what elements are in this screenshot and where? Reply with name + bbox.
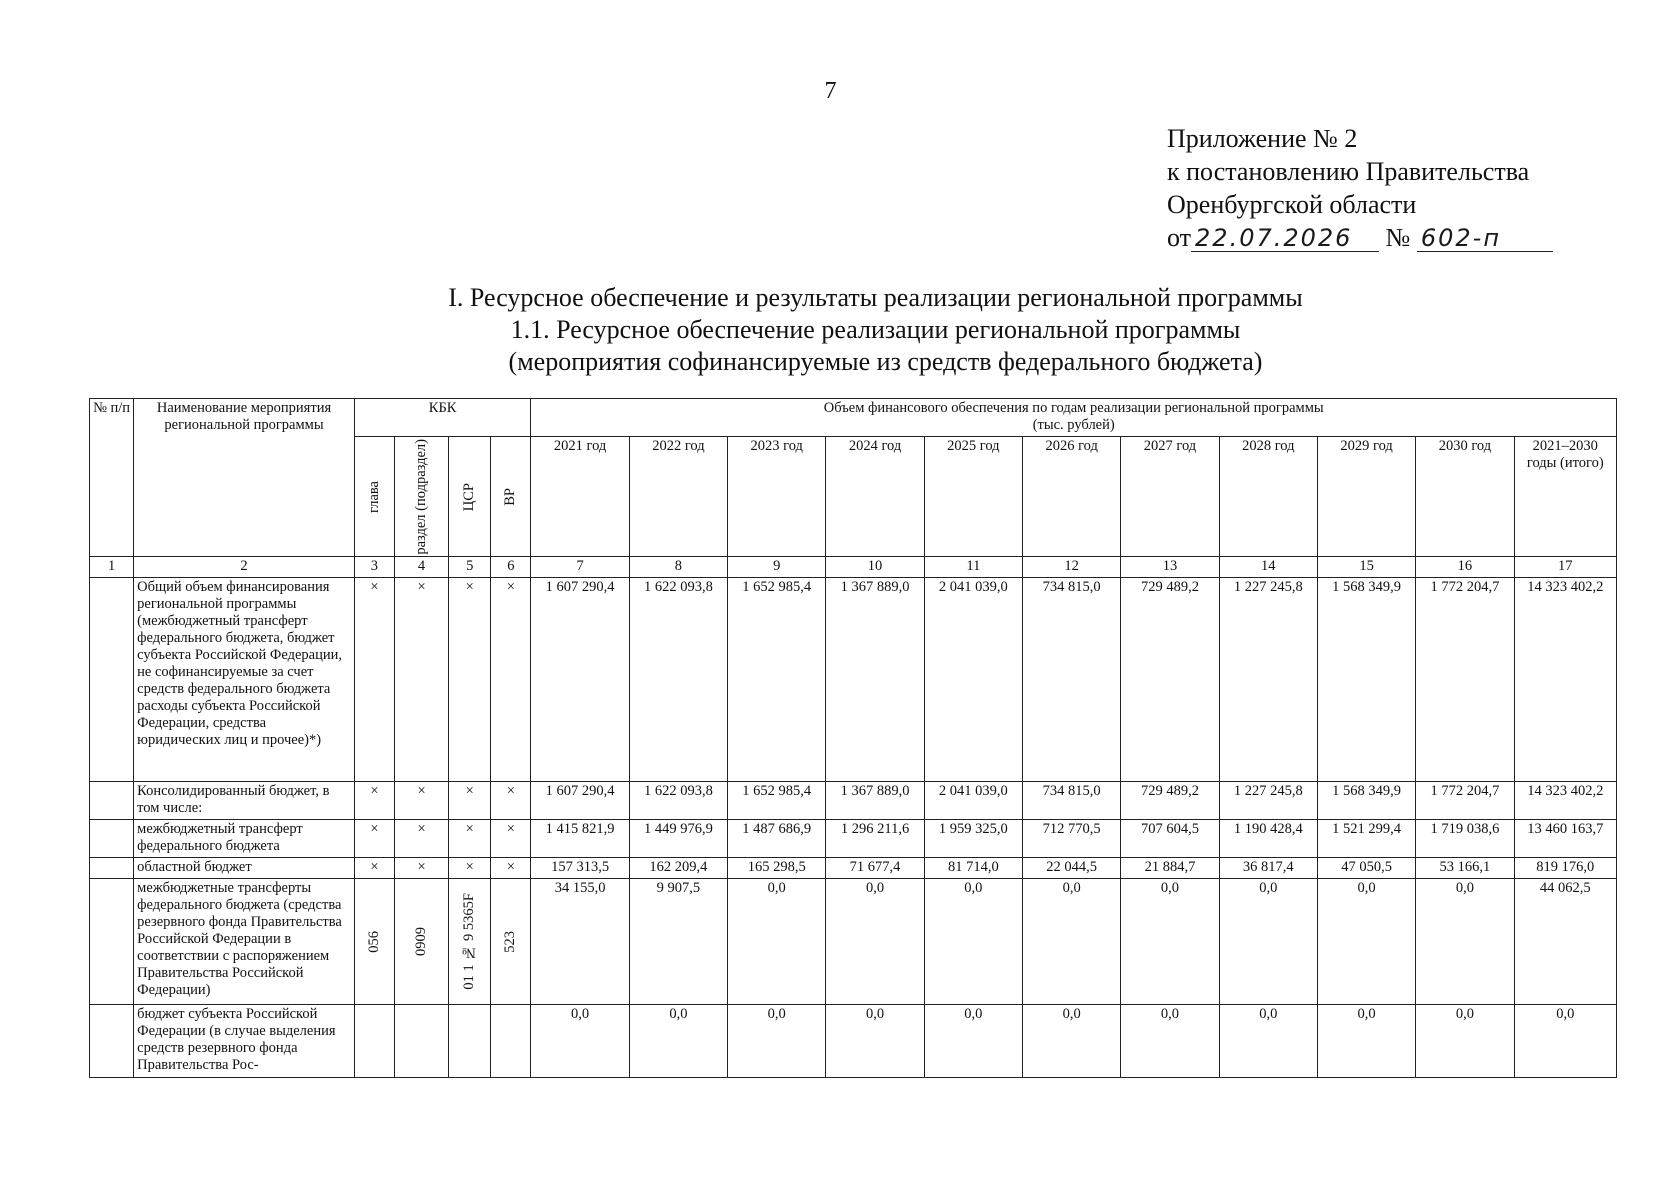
kbk-cell: × <box>354 782 394 820</box>
kbk-code: 0909 <box>413 926 430 956</box>
subsection-title: 1.1. Ресурсное обеспечение реализации региональной программы <box>510 315 1241 344</box>
handwritten-date: 22.07.2026 <box>1191 225 1379 252</box>
header-year: 2021–2030 годы (итого) <box>1514 437 1616 557</box>
header-year: 2023 год <box>728 437 826 557</box>
table-row <box>90 1004 1617 1077</box>
row-num <box>90 820 134 858</box>
header-year: 2029 год <box>1317 437 1415 557</box>
column-number: 4 <box>394 557 448 578</box>
subsection-note: (мероприятия софинансируемые из средств федерального бюджета) <box>508 347 1263 376</box>
value-cell: 1 772 204,7 <box>1416 782 1514 820</box>
column-number: 10 <box>826 557 924 578</box>
value-cell: 0,0 <box>1416 879 1514 1005</box>
value-cell: 0,0 <box>1317 1004 1415 1077</box>
header-year: 2025 год <box>924 437 1022 557</box>
header-year: 2021 год <box>531 437 629 557</box>
value-cell: 729 489,2 <box>1121 578 1219 782</box>
row-num <box>90 1004 134 1077</box>
kbk-cell: × <box>449 820 491 858</box>
kbk-cell: × <box>491 782 531 820</box>
kbk-cell: × <box>394 858 448 879</box>
value-cell: 0,0 <box>1023 1004 1121 1077</box>
value-cell: 734 815,0 <box>1023 782 1121 820</box>
kbk-cell <box>354 879 394 1005</box>
table-row <box>90 820 1617 858</box>
value-cell: 0,0 <box>924 1004 1022 1077</box>
value-cell: 0,0 <box>1121 879 1219 1005</box>
column-number: 11 <box>924 557 1022 578</box>
kbk-cell <box>491 879 531 1005</box>
value-cell: 0,0 <box>826 879 924 1005</box>
value-cell: 0,0 <box>1219 1004 1317 1077</box>
column-number: 16 <box>1416 557 1514 578</box>
value-cell: 165 298,5 <box>728 858 826 879</box>
row-num <box>90 578 134 782</box>
header-kbk-col <box>449 437 491 557</box>
column-number: 2 <box>134 557 355 578</box>
value-cell: 1 415 821,9 <box>531 820 629 858</box>
header-year: 2027 год <box>1121 437 1219 557</box>
value-cell: 1 190 428,4 <box>1219 820 1317 858</box>
kbk-cell: × <box>394 820 448 858</box>
value-cell: 162 209,4 <box>629 858 727 879</box>
page-number: 7 <box>824 78 837 104</box>
appendix-resolution: к постановлению Правительства <box>1167 157 1530 186</box>
value-cell: 1 652 985,4 <box>728 578 826 782</box>
table-row <box>90 879 1617 1005</box>
value-cell: 34 155,0 <box>531 879 629 1005</box>
kbk-cell <box>491 1004 531 1077</box>
row-name: областной бюджет <box>134 858 355 879</box>
appendix-title: Приложение № 2 <box>1167 124 1358 153</box>
value-cell: 71 677,4 <box>826 858 924 879</box>
column-number: 1 <box>90 557 134 578</box>
value-cell: 0,0 <box>728 1004 826 1077</box>
value-cell: 1 568 349,9 <box>1317 578 1415 782</box>
value-cell: 1 296 211,6 <box>826 820 924 858</box>
header-year: 2026 год <box>1023 437 1121 557</box>
header-kbk: КБК <box>354 399 531 437</box>
kbk-cell: × <box>354 820 394 858</box>
kbk-cell: × <box>394 578 448 782</box>
header-year: 2022 год <box>629 437 727 557</box>
value-cell: 0,0 <box>531 1004 629 1077</box>
kbk-cell: × <box>449 782 491 820</box>
section-titles <box>0 282 1661 378</box>
header-volume-title: Объем финансового обеспечения по годам реализации региональной программы <box>823 400 1324 416</box>
header-num: № п/п <box>90 399 134 557</box>
header-kbk-label: ВР <box>502 487 519 506</box>
value-cell: 14 323 402,2 <box>1514 578 1616 782</box>
header-kbk-label: ЦСР <box>461 482 478 511</box>
value-cell: 13 460 163,7 <box>1514 820 1616 858</box>
value-cell: 1 449 976,9 <box>629 820 727 858</box>
value-cell: 53 166,1 <box>1416 858 1514 879</box>
table-row <box>90 858 1617 879</box>
value-cell: 819 176,0 <box>1514 858 1616 879</box>
kbk-cell: × <box>354 578 394 782</box>
appendix-date-line <box>1167 221 1637 254</box>
header-year: 2028 год <box>1219 437 1317 557</box>
kbk-cell <box>354 1004 394 1077</box>
row-name: Консолидированный бюджет, в том числе: <box>134 782 355 820</box>
header-kbk-col <box>491 437 531 557</box>
value-cell: 734 815,0 <box>1023 578 1121 782</box>
value-cell: 1 607 290,4 <box>531 782 629 820</box>
row-name: бюджет субъекта Российской Федерации (в случае выделения средств резервного фонда Правительства Рос- <box>134 1004 355 1077</box>
value-cell: 0,0 <box>728 879 826 1005</box>
kbk-cell: × <box>491 578 531 782</box>
header-kbk-label: глава <box>365 480 382 513</box>
value-cell: 36 817,4 <box>1219 858 1317 879</box>
value-cell: 0,0 <box>1121 1004 1219 1077</box>
header-kbk-label: раздел (подраздел) <box>413 438 430 555</box>
value-cell: 1 622 093,8 <box>629 578 727 782</box>
row-num <box>90 858 134 879</box>
value-cell: 1 487 686,9 <box>728 820 826 858</box>
from-label: от <box>1167 223 1192 252</box>
appendix-region: Оренбургской области <box>1167 190 1417 219</box>
value-cell: 729 489,2 <box>1121 782 1219 820</box>
value-cell: 0,0 <box>629 1004 727 1077</box>
kbk-cell: × <box>491 858 531 879</box>
value-cell: 0,0 <box>1023 879 1121 1005</box>
value-cell: 2 041 039,0 <box>924 782 1022 820</box>
row-num <box>90 782 134 820</box>
column-number: 8 <box>629 557 727 578</box>
kbk-cell: × <box>449 858 491 879</box>
column-number: 6 <box>491 557 531 578</box>
header-volume <box>531 399 1617 437</box>
kbk-cell: × <box>354 858 394 879</box>
header-units: (тыс. рублей) <box>1032 417 1115 433</box>
column-number: 17 <box>1514 557 1616 578</box>
header-kbk-col <box>394 437 448 557</box>
header-year: 2030 год <box>1416 437 1514 557</box>
column-number: 15 <box>1317 557 1415 578</box>
value-cell: 0,0 <box>1317 879 1415 1005</box>
value-cell: 707 604,5 <box>1121 820 1219 858</box>
value-cell: 0,0 <box>924 879 1022 1005</box>
column-number: 12 <box>1023 557 1121 578</box>
value-cell: 22 044,5 <box>1023 858 1121 879</box>
value-cell: 1 521 299,4 <box>1317 820 1415 858</box>
resource-table <box>89 398 1617 1078</box>
column-number: 5 <box>449 557 491 578</box>
value-cell: 44 062,5 <box>1514 879 1616 1005</box>
kbk-cell: × <box>491 820 531 858</box>
value-cell: 1 227 245,8 <box>1219 782 1317 820</box>
value-cell: 1 227 245,8 <box>1219 578 1317 782</box>
column-number: 14 <box>1219 557 1317 578</box>
value-cell: 1 568 349,9 <box>1317 782 1415 820</box>
value-cell: 0,0 <box>1514 1004 1616 1077</box>
header-kbk-col <box>354 437 394 557</box>
handwritten-number: 602-п <box>1417 225 1553 252</box>
column-number: 9 <box>728 557 826 578</box>
value-cell: 2 041 039,0 <box>924 578 1022 782</box>
value-cell: 14 323 402,2 <box>1514 782 1616 820</box>
value-cell: 81 714,0 <box>924 858 1022 879</box>
kbk-cell <box>449 1004 491 1077</box>
value-cell: 1 367 889,0 <box>826 782 924 820</box>
appendix-block <box>1167 122 1637 254</box>
column-number: 13 <box>1121 557 1219 578</box>
column-number: 7 <box>531 557 629 578</box>
kbk-cell: × <box>449 578 491 782</box>
row-name: Общий объем финансирования региональной программы (межбюджетный трансферт федерального бюджета, бюджет субъекта Российской Федерации, не софинансируемые за счет средств федерального бюджета расходы субъекта Российской Федерации, средства юридических лиц и прочее)*) <box>134 578 355 782</box>
header-name: Наименование мероприятия региональной программы <box>134 399 355 557</box>
value-cell: 1 367 889,0 <box>826 578 924 782</box>
kbk-code: 01 1 № 9 5365F <box>461 893 478 990</box>
value-cell: 9 907,5 <box>629 879 727 1005</box>
value-cell: 712 770,5 <box>1023 820 1121 858</box>
value-cell: 1 719 038,6 <box>1416 820 1514 858</box>
value-cell: 21 884,7 <box>1121 858 1219 879</box>
value-cell: 157 313,5 <box>531 858 629 879</box>
table-row <box>90 578 1617 782</box>
value-cell: 1 607 290,4 <box>531 578 629 782</box>
column-number: 3 <box>354 557 394 578</box>
number-label: № <box>1385 223 1411 252</box>
value-cell: 1 772 204,7 <box>1416 578 1514 782</box>
value-cell: 1 652 985,4 <box>728 782 826 820</box>
value-cell: 0,0 <box>1416 1004 1514 1077</box>
row-name: межбюджетный трансферт федерального бюджета <box>134 820 355 858</box>
kbk-cell <box>394 879 448 1005</box>
table-row <box>90 782 1617 820</box>
section-title: I. Ресурсное обеспечение и результаты реализации региональной программы <box>448 283 1303 312</box>
value-cell: 1 622 093,8 <box>629 782 727 820</box>
kbk-code: 523 <box>502 930 519 953</box>
row-num <box>90 879 134 1005</box>
header-year: 2024 год <box>826 437 924 557</box>
value-cell: 0,0 <box>1219 879 1317 1005</box>
value-cell: 47 050,5 <box>1317 858 1415 879</box>
kbk-code: 056 <box>365 930 382 953</box>
kbk-cell <box>449 879 491 1005</box>
row-name: межбюджетные трансферты федерального бюджета (средства резервного фонда Правительства Российской Федерации в соответствии с распоряжением Правительства Российской Федерации) <box>134 879 355 1005</box>
value-cell: 0,0 <box>826 1004 924 1077</box>
kbk-cell <box>394 1004 448 1077</box>
kbk-cell: × <box>394 782 448 820</box>
value-cell: 1 959 325,0 <box>924 820 1022 858</box>
